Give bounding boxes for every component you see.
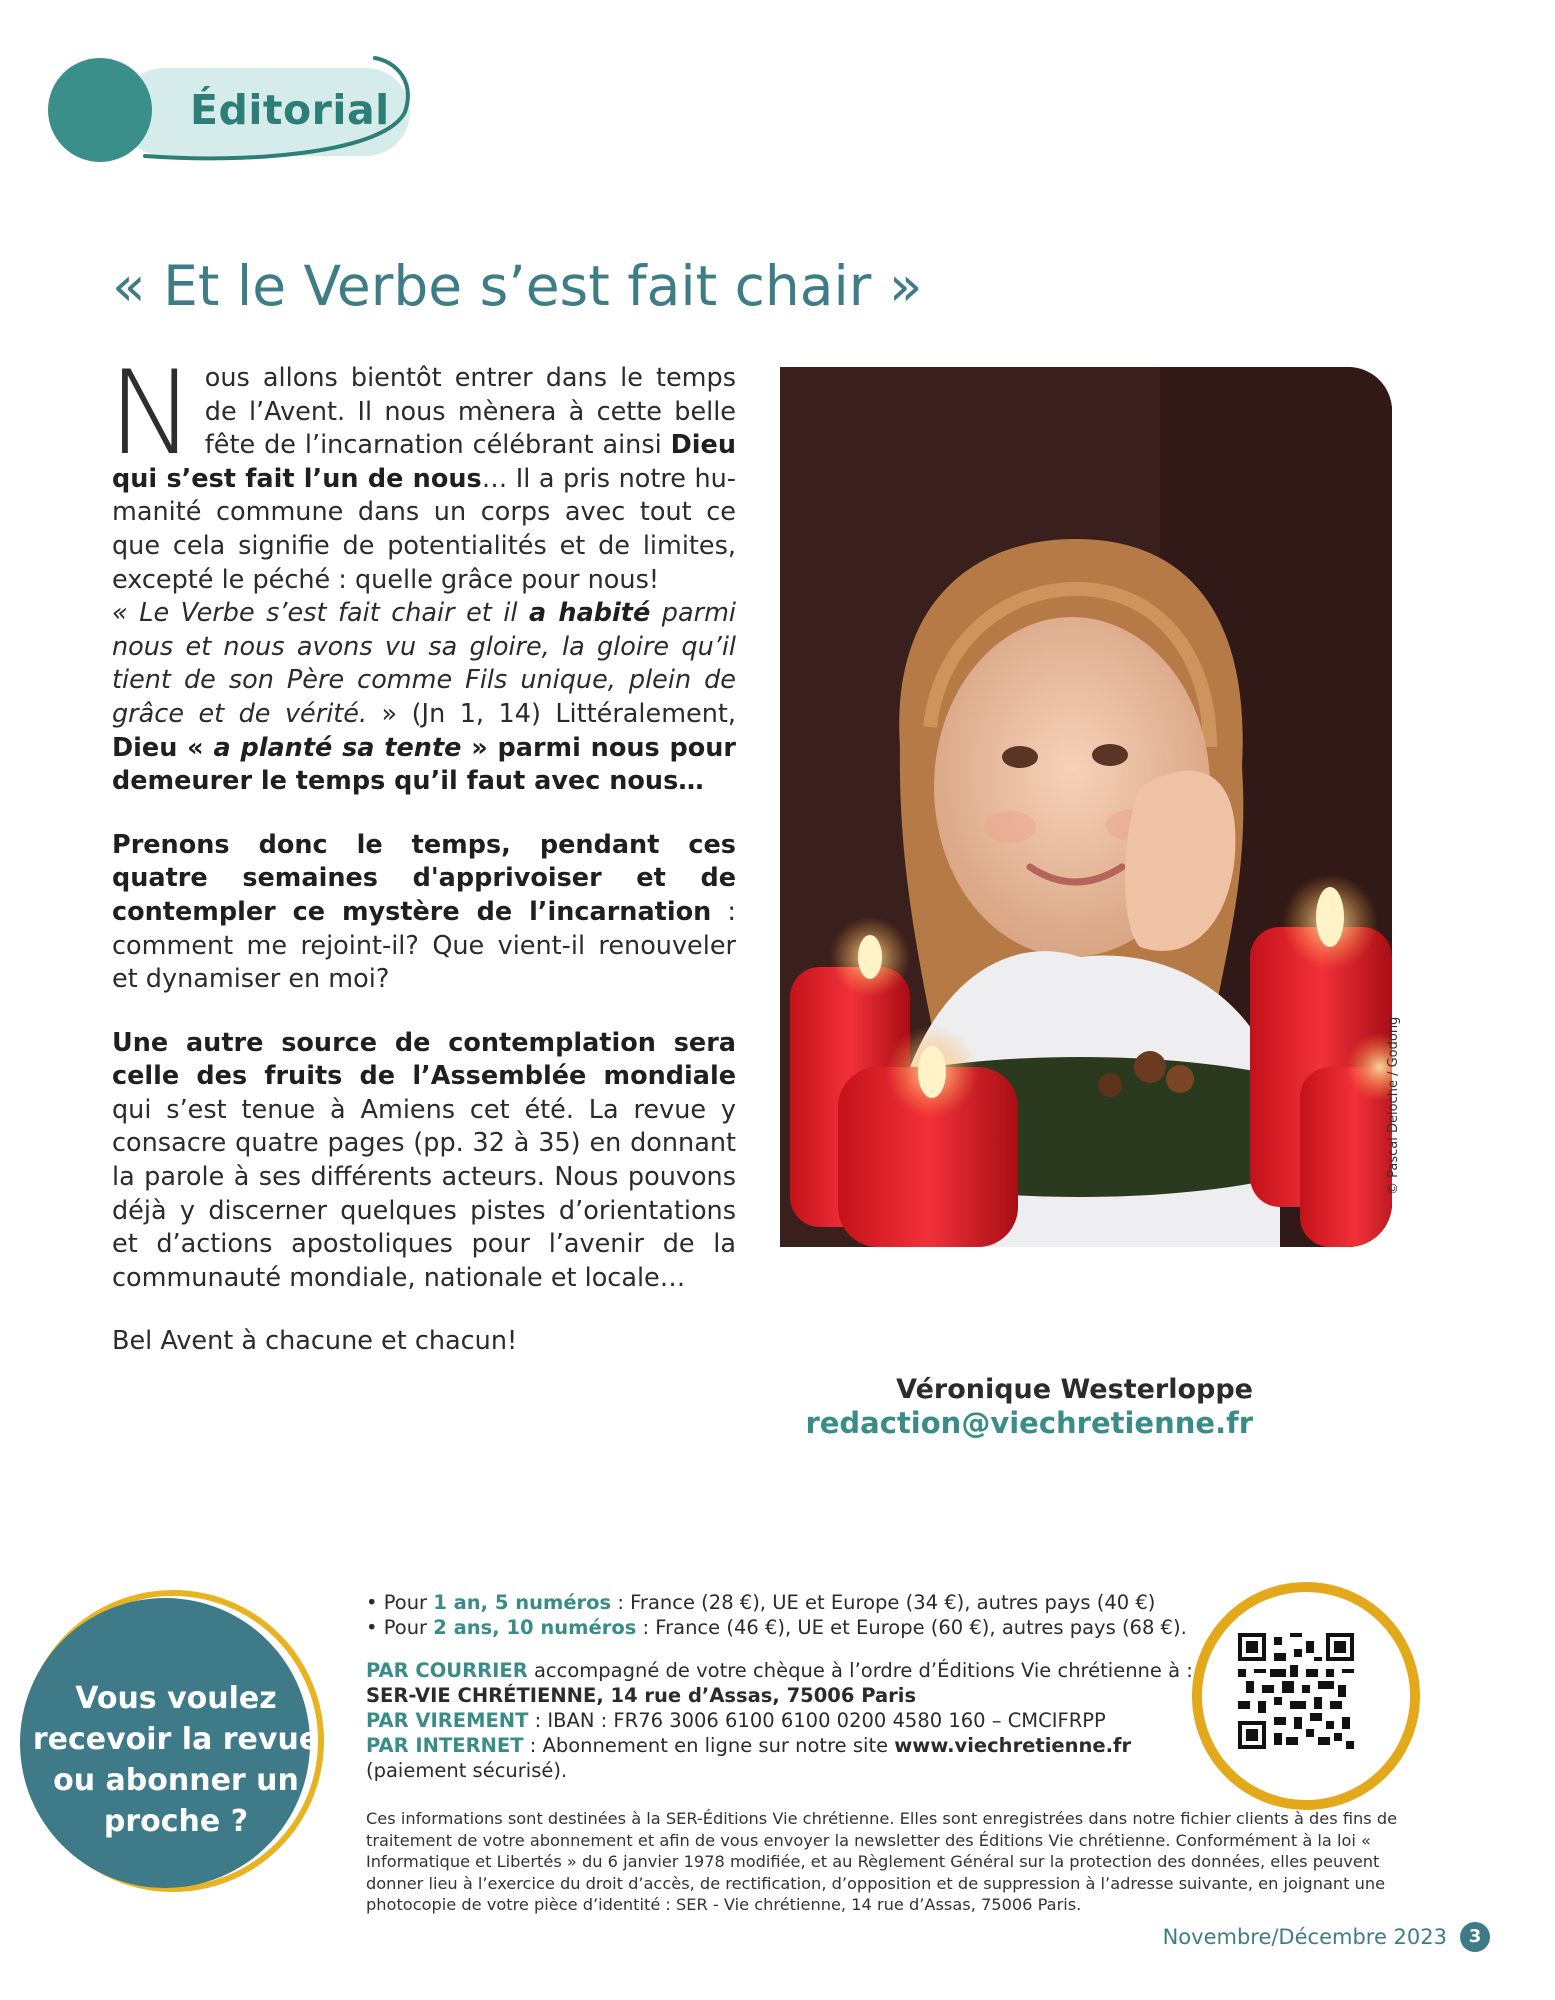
bold-span: Une autre source de contemplation sera celle des fruits de l’Assemblée mondiale — [112, 1027, 736, 1092]
article-title: « Et le Verbe s’est fait chair » — [112, 254, 923, 318]
author-name: Véronique Westerloppe — [896, 1374, 1253, 1405]
text-span: … Il a pris notre humanité commune dans un corps avec tout ce que cela signifie de potentialités et de limites, excepté le péché : quelle grâce pour nous! — [112, 463, 736, 595]
author-email-link[interactable]: redaction@viechretienne.fr — [805, 1406, 1253, 1440]
text-span: qui s’est tenue à Amiens cet été. La revue y consacre quatre pages (pp. 32 à 35) en donnant la parole à ses différents acteurs. Nous pouvons déjà y discerner quelques pistes d’orientations et d’actions apostoliques pour l’avenir de la communauté mondiale, nationale et locale… — [112, 1094, 736, 1293]
text-span: : France (46 €), UE et Europe (60 €), autres pays (68 €). — [636, 1616, 1187, 1639]
promo-text: Vous voulez recevoir la revue ou abonner un proche ? — [32, 1681, 320, 1839]
text-span: ous allons bientôt entrer dans le temps de l’Avent. Il nous mènera à cette belle fête de l’incarnation célébrant ainsi — [204, 363, 736, 461]
photo-credit: © Pascal Deloche / Godong — [1386, 1016, 1401, 1195]
label-span: PAR INTERNET — [366, 1734, 524, 1757]
paragraph-2 — [112, 829, 736, 997]
label-span: PAR COURRIER — [366, 1659, 528, 1682]
page-number: 3 — [1460, 1922, 1490, 1952]
text-span: : Abonnement en ligne sur notre site — [523, 1734, 895, 1757]
drop-cap: N — [108, 346, 195, 481]
text-span: • Pour — [366, 1591, 434, 1614]
photo-illustration — [780, 367, 1392, 1247]
text-span: • Pour — [366, 1616, 434, 1639]
highlight-span: 2 ans, 10 numéros — [433, 1616, 637, 1639]
quote-bold-span: a habité — [528, 598, 651, 629]
bold-span: Dieu qui s’est fait l’un de nous — [112, 430, 736, 494]
quote-span: « Le Verbe s’est fait chair et il — [112, 598, 529, 629]
paragraph-4: Bel Avent à chacune et chacun! — [112, 1326, 518, 1357]
text-span: : France (28 €), UE et Europe (34 €), autres pays (40 €) — [611, 1591, 1156, 1614]
article-body — [108, 346, 737, 1389]
bold-span: Dieu « — [112, 732, 214, 763]
legal-notice: Ces informations sont destinées à la SER-Éditions Vie chrétienne. Elles sont enregistrées dans notre fichier clients à des fins de traitement de votre abonnement et afin de vous envoyer la newsletter des Éditions Vie chrétienne. Conformément à la loi « Informatique et Libertés » du 6 janvier 1978 modifiée, et au Règlement Général sur la protection des données, elles peuvent donner lieu à l’exercice du droit d’accès, de rectification, d’opposition et de suppression à l’adresse suivante, en joignant une photocopie de votre pièce d’identité : SER - Vie chrétienne, 14 rue d’Assas, 75006 Paris. — [366, 1809, 1398, 1914]
text-span: » (Jn 1, 14) Littéralement, — [367, 698, 737, 729]
secure-note: (paiement sécurisé). — [366, 1759, 568, 1782]
bold-span: » parmi nous pour demeurer le temps qu’il faut avec nous… — [112, 732, 736, 797]
bold-italic-span: a planté sa tente — [213, 732, 462, 763]
quote-span: parmi nous et nous avons vu sa gloire, la gloire qu’il tient de son Père comme Fils unique, plein de grâce et de vérité. — [112, 598, 736, 729]
qr-code-icon[interactable] — [1238, 1633, 1354, 1749]
website-link[interactable]: www.viechretienne.fr — [894, 1734, 1132, 1757]
issue-date: Novembre/Décembre 2023 — [1162, 1925, 1447, 1949]
postal-address: SER-VIE CHRÉTIENNE, 14 rue d’Assas, 75006 Paris — [366, 1684, 917, 1707]
label-span: PAR VIREMENT — [366, 1709, 529, 1732]
text-span: : IBAN : FR76 3006 6100 6100 0200 4580 160 – CMCIFRPP — [528, 1709, 1106, 1732]
paragraph-1 — [108, 346, 737, 799]
text-span: : comment me rejoint-il? Que vient-il renouveler et dynamiser en moi? — [112, 896, 737, 995]
highlight-span: 1 an, 5 numéros — [433, 1591, 612, 1614]
rubric-label: Éditorial — [190, 86, 390, 134]
text-span: accompagné de votre chèque à l’ordre d’Éditions Vie chrétienne à : — [527, 1659, 1193, 1682]
advent-photo — [780, 367, 1392, 1247]
paragraph-3 — [112, 1027, 736, 1296]
bold-span: Prenons donc le temps, pendant ces quatre semaines d'apprivoiser et de contempler ce mystère de l’incarnation — [112, 829, 736, 927]
